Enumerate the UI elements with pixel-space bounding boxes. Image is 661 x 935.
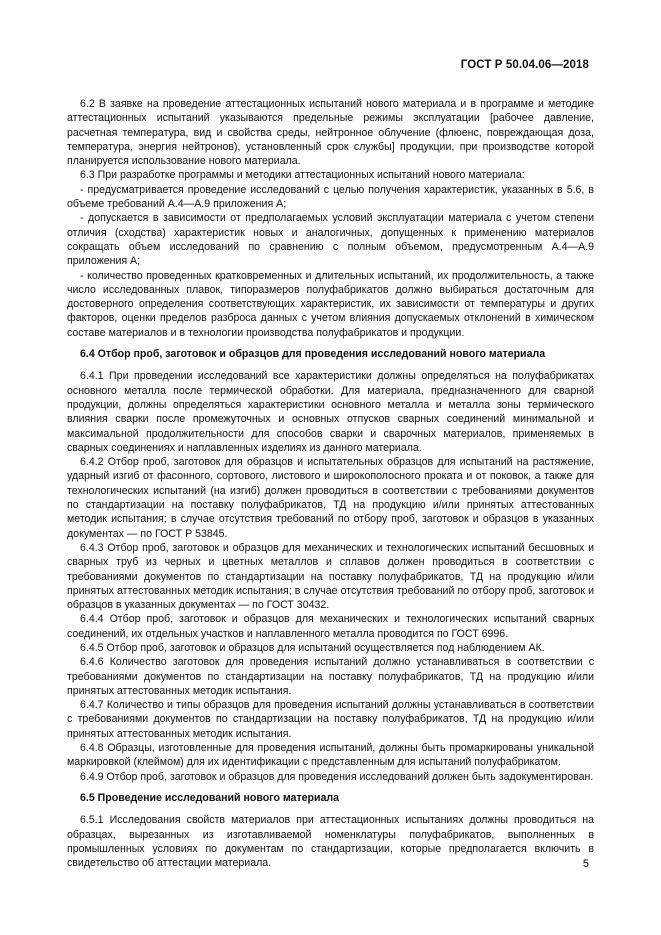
paragraph-6-4-3: 6.4.3 Отбор проб, заготовок и образцов для механических и технологических испытаний бесшовных и сварных труб из черных и цветных металлов и сплавов должен проводиться в соответствии с требованиями документов по стандартизации на поставку полуфабрикатов, ТД на продукцию и/или принятых аттестованных методик испытания; в случае отсутствия требований по отбору проб, заготовок и образцов в указанных документах — по ГОСТ 30432.	[67, 541, 594, 612]
section-heading-6-5: 6.5 Проведение исследований нового материала	[80, 791, 340, 804]
paragraph-6-4-4: 6.4.4 Отбор проб, заготовок и образцов для механических и технологических испытаний сварных соединений, их отдельных участков и наплавленного металла проводится по ГОСТ 6996.	[67, 613, 594, 640]
paragraph-6-4-1: 6.4.1 При проведении исследований все характеристики должны определяться на полуфабрикатах основного металла после термической обработки. Для материала, предназначенного для сварной продукции, должны определяться характеристики основного металла и металла зоны термического влияния сварки после промежуточных и основных отпусков сварных соединений минимальной и максимальной продолжительности для способов сварки и сварочных материалов, применяемых в сварных соединениях и наплавленных изделиях из данного материала.	[67, 370, 594, 454]
document-body	[67, 97, 594, 870]
page-number: 5	[582, 858, 589, 870]
paragraph-6-4-6: 6.4.6 Количество заготовок для проведения испытаний должно устанавливаться в соответствии с требованиями документов по стандартизации на поставку полуфабрикатов, ТД на продукцию и/или принятых аттестованных методик испытания.	[67, 656, 594, 697]
paragraph-6-3: 6.3 При разработке программы и методики аттестационных испытаний нового материала:	[80, 169, 525, 182]
paragraph-6-4-9: 6.4.9 Отбор проб, заготовок и образцов для проведения исследований должен быть задокументирован.	[80, 770, 594, 783]
paragraph-6-4-2: 6.4.2 Отбор проб, заготовок для образцов и испытательных образцов для испытаний на растяжение, ударный изгиб от фасонного, сортового, листового и широкополосного проката и от поковок, а также для технологических испытаний (на изгиб) должен проводиться в соответствии с требованиями документов по стандартизации на поставку полуфабрикатов, ТД на продукцию и/или принятых аттестованных методик испытания; в случае отсутствия требований по отбору проб, заготовок и образцов в указанных документах — по ГОСТ Р 53845.	[67, 456, 594, 540]
paragraph-6-5-1: 6.5.1 Исследования свойств материалов при аттестационных испытаниях должны проводиться на образцах, вырезанных из изготавливаемой номенклатуры полуфабрикатов, выполненных в промышленных условиях по документам по стандартизации, которые предполагается включить в свидетельство об аттестации материала.	[67, 814, 594, 870]
section-heading-6-4: 6.4 Отбор проб, заготовок и образцов для проведения исследований нового материала	[80, 348, 546, 361]
list-item: - количество проведенных кратковременных и длительных испытаний, их продолжительность, а также число исследованных плавок, типоразмеров полуфабрикатов должно выбираться достаточным для достоверного определения соответствующих характеристик, их зависимости от температуры и других факторов, оценки пределов разброса данных с учетом влияния допускаемых отклонений в химическом составе материалов и в технологии производства полуфабрикатов и продукции.	[67, 269, 594, 339]
standard-header: ГОСТ Р 50.04.06—2018	[460, 59, 589, 71]
paragraph-6-4-8: 6.4.8 Образцы, изготовленные для проведения испытаний, должны быть промаркированы уникальной маркировкой (клеймом) для их идентификации с представленным для испытаний полуфабрикатом.	[67, 742, 594, 769]
paragraph-6-2: 6.2 В заявке на проведение аттестационных испытаний нового материала и в программе и методике аттестационных испытаний указываются предельные режимы эксплуатации [рабочее давление, расчетная температура, вид и свойства среды, нейтронное облучение (флюенс, повреждающая доза, температура, энергия нейтронов), установленный срок службы] продукции, при производстве которой планируется использование нового материала.	[67, 98, 594, 168]
list-item: - предусматривается проведение исследований с целью получения характеристик, указанных в 5.6, в объеме требований А.4—А.9 приложения А;	[67, 183, 594, 211]
paragraph-6-4-5: 6.4.5 Отбор проб, заготовок и образцов для испытаний осуществляется под наблюдением АК.	[80, 641, 545, 654]
paragraph-6-4-7: 6.4.7 Количество и типы образцов для проведения испытаний должны устанавливаться в соответствии с требованиями документов по стандартизации на поставку полуфабрикатов, ТД на продукцию и/или принятых аттестованных методик испытания.	[67, 699, 594, 740]
list-item: - допускается в зависимости от предполагаемых условий эксплуатации материала с учетом степени отличия (сходства) характеристик новых и аналогичных, допущенных к применению материалов сокращать объем исследований по сравнению с полным объемом, предусмотренным А.4—А.9 приложения А;	[67, 212, 594, 268]
